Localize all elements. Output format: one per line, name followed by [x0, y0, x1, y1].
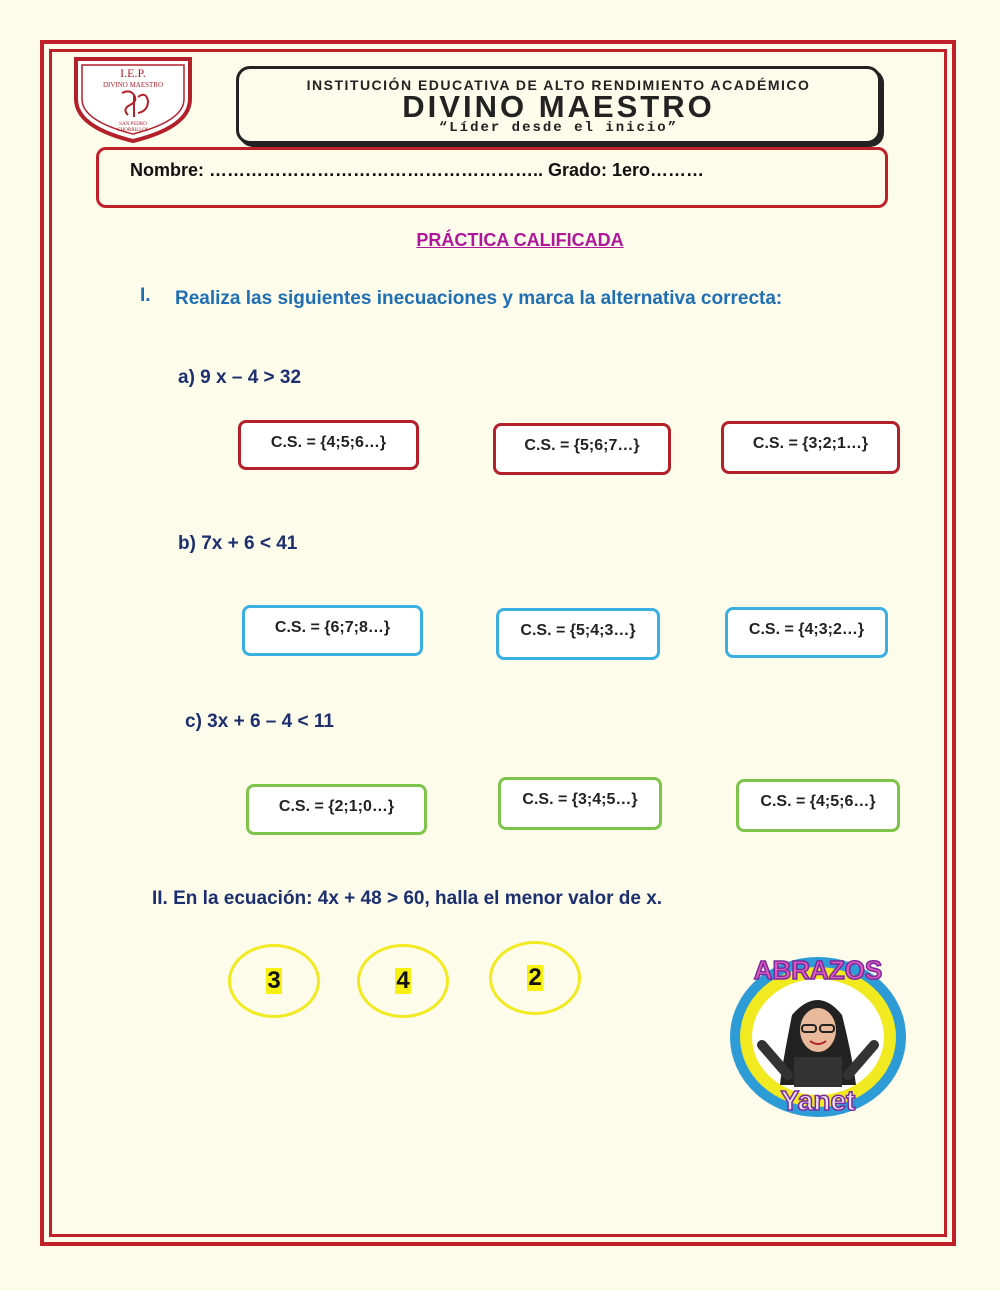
- option-c2[interactable]: C.S. = {3;4;5…}: [498, 777, 662, 830]
- header-banner: [236, 66, 881, 144]
- answer-option-2-value: 4: [396, 967, 410, 994]
- face-shape: [800, 1008, 836, 1052]
- option-b1[interactable]: C.S. = {6;7;8…}: [242, 605, 423, 656]
- school-motto: “Líder desde el inicio”: [438, 120, 679, 136]
- logo-line1: I.E.P.: [120, 66, 146, 80]
- question-a-label: a) 9 x – 4 > 32: [178, 367, 302, 388]
- sticker-top-text: ABRAZOS: [753, 955, 883, 985]
- answer-option-1-value: 3: [267, 967, 281, 994]
- section1-number: I.: [140, 285, 151, 306]
- answer-option-1[interactable]: [228, 944, 320, 1018]
- answer-option-3-value: 2: [528, 964, 542, 991]
- answer-option-3[interactable]: [489, 941, 581, 1015]
- option-a1[interactable]: C.S. = {4;5;6…}: [238, 420, 419, 470]
- logo-line2: DIVINO MAESTRO: [102, 81, 164, 89]
- student-info-line[interactable]: Nombre: ……………………………………………….. Grado: 1ero………: [130, 160, 705, 180]
- school-name: DIVINO MAESTRO: [402, 89, 715, 124]
- option-b3[interactable]: C.S. = {4;3;2…}: [725, 607, 888, 658]
- option-a2[interactable]: C.S. = {5;6;7…}: [493, 423, 671, 475]
- school-shield-logo: [72, 55, 194, 143]
- option-c1[interactable]: C.S. = {2;1;0…}: [246, 784, 427, 835]
- question-c-label: c) 3x + 6 – 4 < 11: [185, 711, 334, 732]
- question-b-label: b) 7x + 6 < 41: [178, 533, 298, 554]
- option-c3[interactable]: C.S. = {4;5;6…}: [736, 779, 900, 832]
- section1-instruction: Realiza las siguientes inecuaciones y marca la alternativa correcta:: [175, 288, 783, 309]
- abrazos-sticker: [722, 945, 914, 1120]
- option-b2[interactable]: C.S. = {5;4;3…}: [496, 608, 660, 660]
- option-a3[interactable]: C.S. = {3;2;1…}: [721, 421, 900, 474]
- page-title: PRÁCTICA CALIFICADA: [416, 230, 624, 250]
- sticker-bottom-text: Yanet: [780, 1085, 856, 1116]
- section2-question: II. En la ecuación: 4x + 48 > 60, halla el menor valor de x.: [152, 888, 663, 909]
- logo-line3: SAN PEDRO: [119, 122, 147, 127]
- logo-line4: CHORRILLOS: [117, 128, 149, 133]
- answer-option-2[interactable]: [357, 944, 449, 1018]
- institution-name: INSTITUCIÓN EDUCATIVA DE ALTO RENDIMIENTO ACADÉMICO: [306, 77, 811, 93]
